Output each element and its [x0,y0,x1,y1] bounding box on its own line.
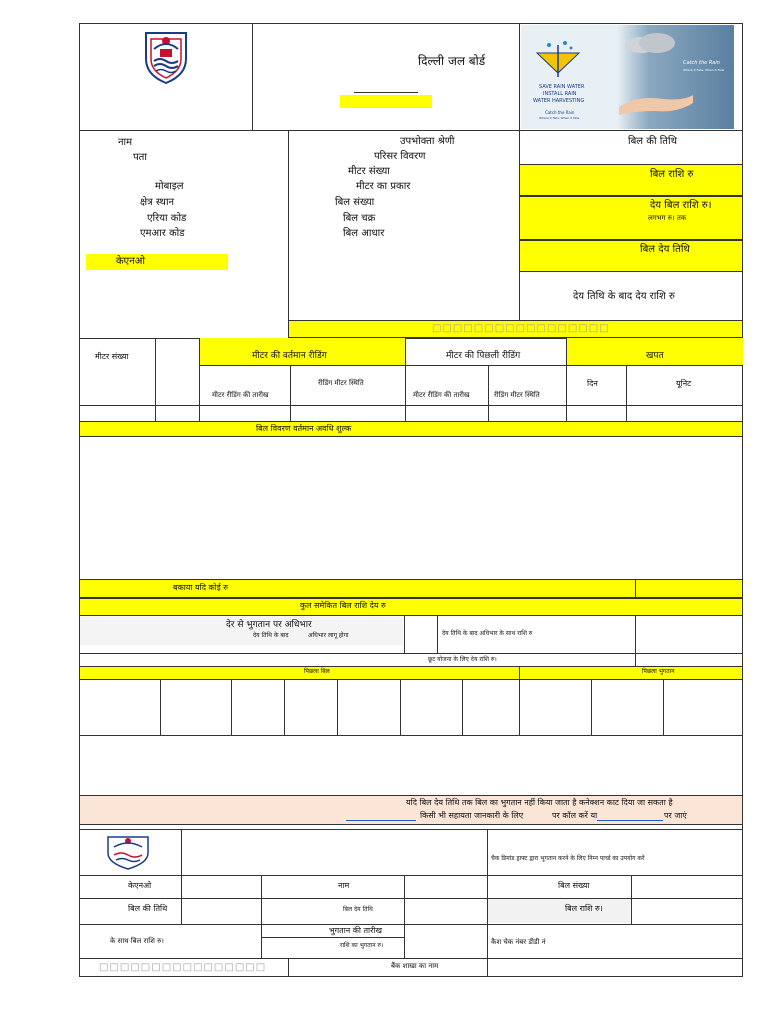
bill-date-label: बिल की तिथि [628,136,677,147]
after-due-label: देय तिथि के बाद देय राशि रु [573,291,675,302]
divider [462,680,463,735]
receipt-boxes: □□□□□□□□□□□□□□□□ [99,962,267,973]
bill-basis-label: बिल आधार [343,228,385,239]
divider [437,616,438,653]
djb-logo [140,25,192,85]
arrears-label: बकाया यदि कोई रु [173,583,229,592]
late-surcharge-applies: अधिभार लागू होगा [308,632,349,639]
col-units: यूनिट [676,379,692,388]
notice-line2-c: पर जाएं [664,811,687,820]
col-meter-no: मीटर संख्या [95,352,129,361]
divider [262,937,404,938]
divider [155,338,156,421]
divider [404,616,405,653]
divider [284,680,285,735]
highlight-field [340,95,432,108]
bill-amount-label: बिल राशि रु [650,169,694,180]
due-date-row [519,240,743,272]
banner-catch-right: Catch the Rain [683,60,720,66]
late-amount-with-surcharge: देय तिथि के बाद अधिभार के साथ राशि रु [442,630,533,637]
mobile-label: मोबाइल [155,181,184,192]
receipt-bill-no: बिल संख्या [558,881,590,890]
banner-save-rain: SAVE RAIN WATER [539,84,585,90]
divider [261,875,262,958]
category-label: उपभोक्ता श्रेणी [400,136,455,147]
divider [290,365,291,421]
divider [591,680,592,735]
col-reading-date: मीटर रीडिंग की तारीख [212,391,269,399]
col-current-reading: मीटर की वर्तमान रीडिंग [252,351,327,361]
umbrella-icon [535,39,581,79]
banner-catch: Catch the Rain [545,110,575,115]
receipt-payment-date: भुगतान की तारीख [329,926,383,935]
divider [79,735,743,736]
payable-label: देय बिल राशि रु। [650,200,712,211]
divider [663,680,664,735]
banner-catch-sub: Where it falls, When it falls [539,116,580,120]
col-consumption: खपत [646,351,664,361]
bill-amount-row [519,164,743,196]
org-title: दिल्ली जल बोर्ड [418,54,486,68]
meter-type-label: मीटर का प्रकार [356,181,411,192]
total-row [79,598,743,616]
bill-details-header [79,421,743,437]
divider [181,829,182,875]
previous-payments-label: पिछला भुगतान [642,668,675,675]
name-label: नाम [118,137,133,148]
divider [519,23,520,131]
col-days: दिन [587,379,598,388]
divider [488,365,489,421]
divider [288,130,289,338]
divider [635,616,636,666]
divider [79,898,743,899]
kno-field [86,254,228,270]
website-blank [597,820,663,821]
divider [79,405,743,406]
late-after-due: देय तिथि के बाद [253,632,289,639]
approx-label: लगभग रु। तक [648,214,687,222]
bill-amount-shade [488,899,630,923]
divider [400,680,401,735]
banner-catch-right-sub: Where it Falls, When it Falls [683,68,725,72]
divider [519,666,520,736]
area-label: क्षेत्र स्थान [140,197,175,208]
meter-no-label: मीटर संख्या [348,166,390,177]
late-payment-title: देर से भुगतान पर अधिभार [226,620,312,630]
address-label: पता [133,152,147,163]
placeholder-boxes: □□□□□□□□□□□□□□□□□ [432,323,610,334]
bill-details-label: बिल विवरण वर्तमान अवधि शुल्क [256,424,352,433]
area-code-label: एरिया कोड [147,213,187,224]
total-rounded-label: कुल समेकित बिल राशि देय रु [300,601,386,610]
receipt-due-date: बिल देय तिथि [343,906,373,913]
divider [566,338,567,421]
previous-bills-label: पिछला बिल [304,668,330,675]
divider [181,875,182,924]
receipt-kno: केएनओ [128,881,152,890]
divider [404,875,405,958]
divider [160,680,161,735]
col-prev-reading-status: रीडिंग मीटर स्थिति [494,391,540,399]
col-previous-reading: मीटर की पिछली रीडिंग [446,351,521,361]
hand-icon [617,89,697,119]
divider [79,130,743,131]
rebate-label: छूट योजना के लिए देय राशि रु। [428,656,497,663]
bill-no-label: बिल संख्या [335,197,375,208]
kno-label: केएनओ [116,256,145,267]
receipt-name: नाम [338,881,350,890]
divider [79,958,743,959]
divider [199,338,200,421]
divider [79,653,743,654]
cheque-note: चैक डिमांड ड्राफ्ट द्वारा भुगतान करने के लिए निम्न पार्च्ड का उपयोग करें [491,855,645,862]
due-date-label: बिल देय तिथि [640,244,690,255]
divider [337,680,338,735]
rain-harvest-banner [521,25,734,129]
divider [405,338,406,421]
phone-blank [346,820,416,821]
title-underline [354,92,418,93]
banner-harvesting: WATER HARVESTING [533,98,585,104]
divider [631,875,632,924]
divider [252,23,253,131]
notice-line2-b: पर कॉल करें या [552,811,598,820]
receipt-with-amount: के साथ बिल राशि रु। [110,937,164,945]
col-reading-status: रीडिंग मीटर स्थिति [318,379,364,387]
receipt-bill-date: बिल की तिथि [128,904,168,913]
divider [199,365,743,366]
djb-logo-small [104,831,152,871]
divider [79,924,743,925]
divider [288,958,289,977]
divider [231,680,232,735]
cloud-icon [621,31,681,55]
premises-label: परिसर विवरण [374,151,426,162]
receipt-bill-amount: बिल राशि रु। [565,904,603,913]
receipt-cheque-dd: कैश चेक नंबर डीडी नं [491,938,546,946]
notice-line1: यदि बिल देय तिथि तक बिल का भुगतान नहीं किया जाता है कनेक्शन काट दिया जा सकता है [406,798,673,807]
col-prev-reading-date: मीटर रीडिंग की तारीख [413,391,470,399]
receipt-bank-branch: बैंक शाखा का नाम [391,962,439,970]
bill-cycle-label: बिल चक्र [343,213,376,224]
receipt-amount-paid: राशि का भुगतान रु। [340,942,384,949]
notice-line2-a: किसी भी सहायता जानकारी के लिए [420,811,524,820]
banner-install: INSTALL RAIN [543,91,577,97]
divider [79,875,743,876]
divider [626,365,627,421]
mr-code-label: एमआर कोड [140,228,185,239]
divider [79,829,743,830]
